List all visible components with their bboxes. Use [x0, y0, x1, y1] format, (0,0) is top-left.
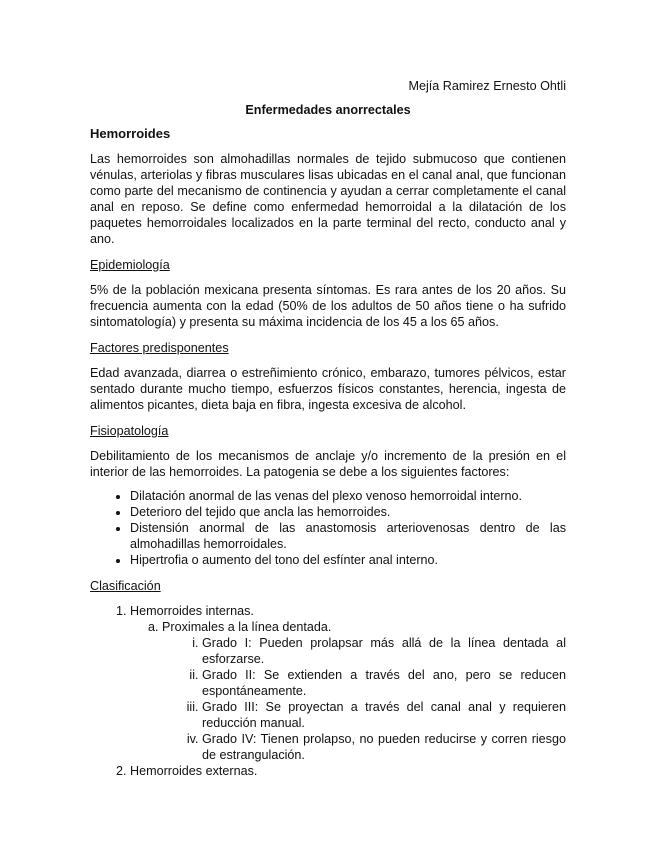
grade-item: i. Grado I: Pueden prolapsar más allá de la línea dentada al esforzarse. [202, 635, 566, 667]
factors-bullet-list [90, 488, 566, 568]
list-item: 2. Hemorroides externas. [130, 763, 566, 779]
list-item: • Hipertrofia o aumento del tono del esfínter anal interno. [130, 552, 566, 568]
grades-list [162, 635, 566, 763]
subheading-factores: Factores predisponentes [90, 341, 229, 355]
classification-list [90, 603, 566, 779]
intro-paragraph: Las hemorroides son almohadillas normales de tejido submucoso que contienen vénulas, arteriolas y fibras musculares lisas ubicadas en el canal anal, que funcionan como parte del mecanismo de continencia y ayudan a cerrar completamente el canal anal en reposo. Se define como enfermedad hemorroidal a la dilatación de los paquetes hemorroidales localizados en la parte terminal del recto, conducto anal y ano. [90, 152, 566, 246]
list-item: • Deterioro del tejido que ancla las hemorroides. [130, 504, 566, 520]
fisiopatologia-paragraph: Debilitamiento de los mecanismos de anclaje y/o incremento de la presión en el interior de las hemorroides. La patogenia se debe a los siguientes factores: [90, 449, 566, 479]
document-title: Enfermedades anorrectales [245, 103, 411, 117]
author-name: Mejía Ramirez Ernesto Ohtli [408, 79, 566, 93]
subheading-epidemiologia: Epidemiología [90, 258, 170, 272]
grade-item: ii. Grado II: Se extienden a través del ano, pero se reducen espontáneamente. [202, 667, 566, 699]
list-item [130, 603, 566, 763]
epidemiologia-paragraph: 5% de la población mexicana presenta síntomas. Es rara antes de los 20 años. Su frecuencia aumenta con la edad (50% de los adultos de 50 años tiene o ha sufrido sintomatología) y presenta su máxima incidencia de los 45 a los 65 años. [90, 283, 566, 329]
subheading-fisiopatologia: Fisiopatología [90, 424, 169, 438]
grade-item: iii. Grado III: Se proyectan a través del canal anal y requieren reducción manual. [202, 699, 566, 731]
list-item-label: Hemorroides internas. [130, 604, 254, 618]
grade-item: iv. Grado IV: Tienen prolapso, no pueden reducirse y corren riesgo de estrangulación. [202, 731, 566, 763]
section-heading-hemorroides: Hemorroides [90, 126, 171, 141]
list-item: • Distensión anormal de las anastomosis arteriovenosas dentro de las almohadillas hemorroidales. [130, 520, 566, 552]
list-item-label: Proximales a la línea dentada. [162, 620, 332, 634]
subheading-clasificacion: Clasificación [90, 579, 161, 593]
factores-paragraph: Edad avanzada, diarrea o estreñimiento crónico, embarazo, tumores pélvicos, estar sentado durante mucho tiempo, esfuerzos físicos constantes, herencia, ingesta de alimentos picantes, dieta baja en fibra, ingesta excesiva de alcohol. [90, 366, 566, 412]
classification-sublist [130, 619, 566, 763]
list-item [162, 619, 566, 763]
list-item: • Dilatación anormal de las venas del plexo venoso hemorroidal interno. [130, 488, 566, 504]
